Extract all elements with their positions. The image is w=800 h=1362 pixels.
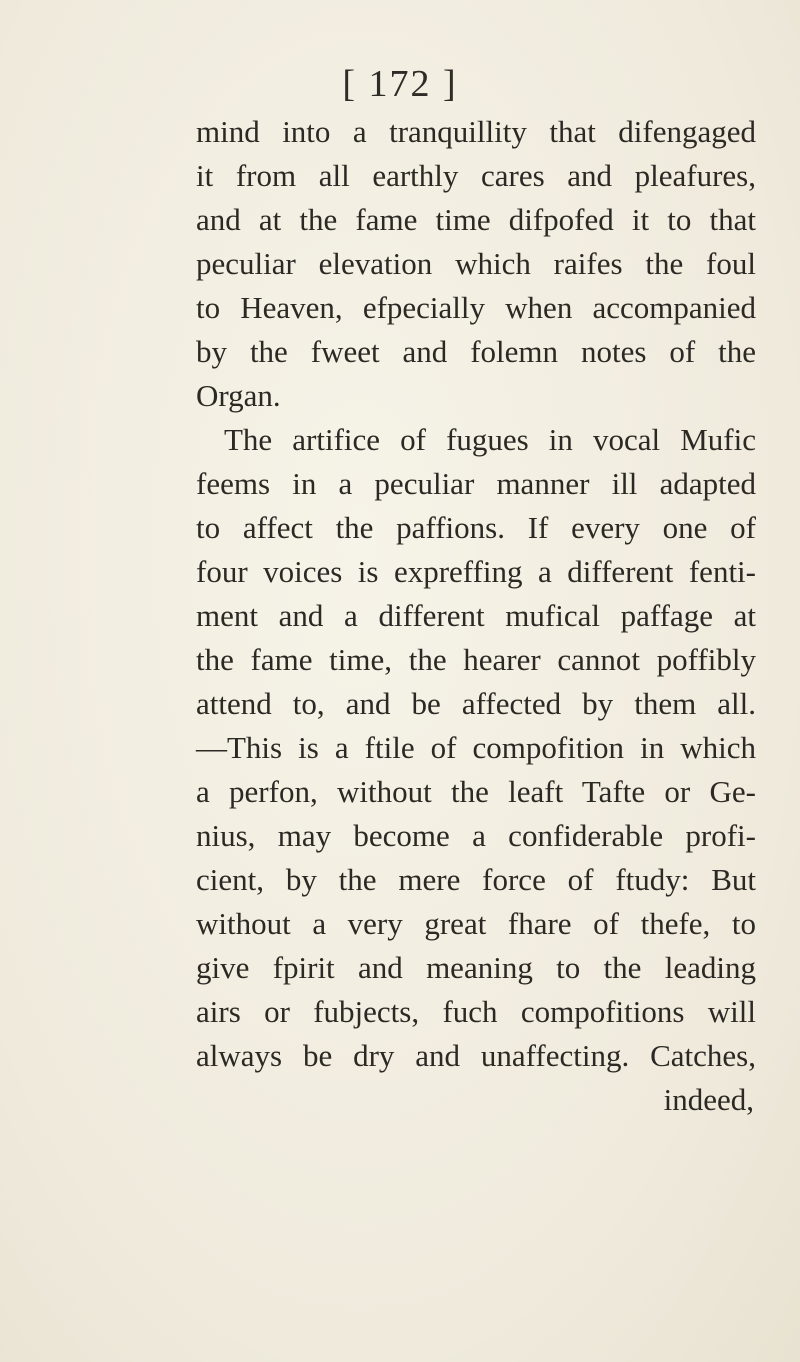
text-line: it from all earthly cares and pleafures, bbox=[196, 158, 756, 193]
text-line: attend to, and be affected by them all. bbox=[196, 686, 756, 721]
text-line: by the fweet and folemn notes of the bbox=[196, 334, 756, 369]
text-line: Organ. bbox=[196, 378, 281, 413]
text-line: airs or fubjects, fuch compofitions will bbox=[196, 994, 756, 1029]
text-line: to Heaven, efpecially when accompanied bbox=[196, 290, 756, 325]
text-line: ment and a different mufical paffage at bbox=[196, 598, 756, 633]
text-line: and at the fame time difpofed it to that bbox=[196, 202, 756, 237]
text-line: give fpirit and meaning to the leading bbox=[196, 950, 756, 985]
text-line: cient, by the mere force of ftudy: But bbox=[196, 862, 756, 897]
text-line: mind into a tranquillity that difengaged bbox=[196, 114, 756, 149]
text-line: a perfon, without the leaft Tafte or Ge- bbox=[196, 774, 756, 809]
text-line: peculiar elevation which raifes the foul bbox=[196, 246, 756, 281]
catchword: indeed, bbox=[663, 1082, 754, 1117]
text-line: nius, may become a confiderable profi- bbox=[196, 818, 756, 853]
text-line: to affect the paffions. If every one of bbox=[196, 510, 756, 545]
text-line: the fame time, the hearer cannot poffibly bbox=[196, 642, 756, 677]
page-number-header: [ 172 ] bbox=[342, 63, 458, 105]
text-line: four voices is expreffing a different fenti- bbox=[196, 554, 756, 589]
text-line: without a very great fhare of thefe, to bbox=[196, 906, 756, 941]
paragraph-start-line: The artifice of fugues in vocal Mufic bbox=[224, 422, 756, 457]
body-text bbox=[196, 110, 756, 1122]
text-line: feems in a peculiar manner ill adapted bbox=[196, 466, 756, 501]
text-line: —This is a ftile of compofition in which bbox=[196, 730, 756, 765]
text-line: always be dry and unaffecting. Catches, bbox=[196, 1038, 756, 1073]
